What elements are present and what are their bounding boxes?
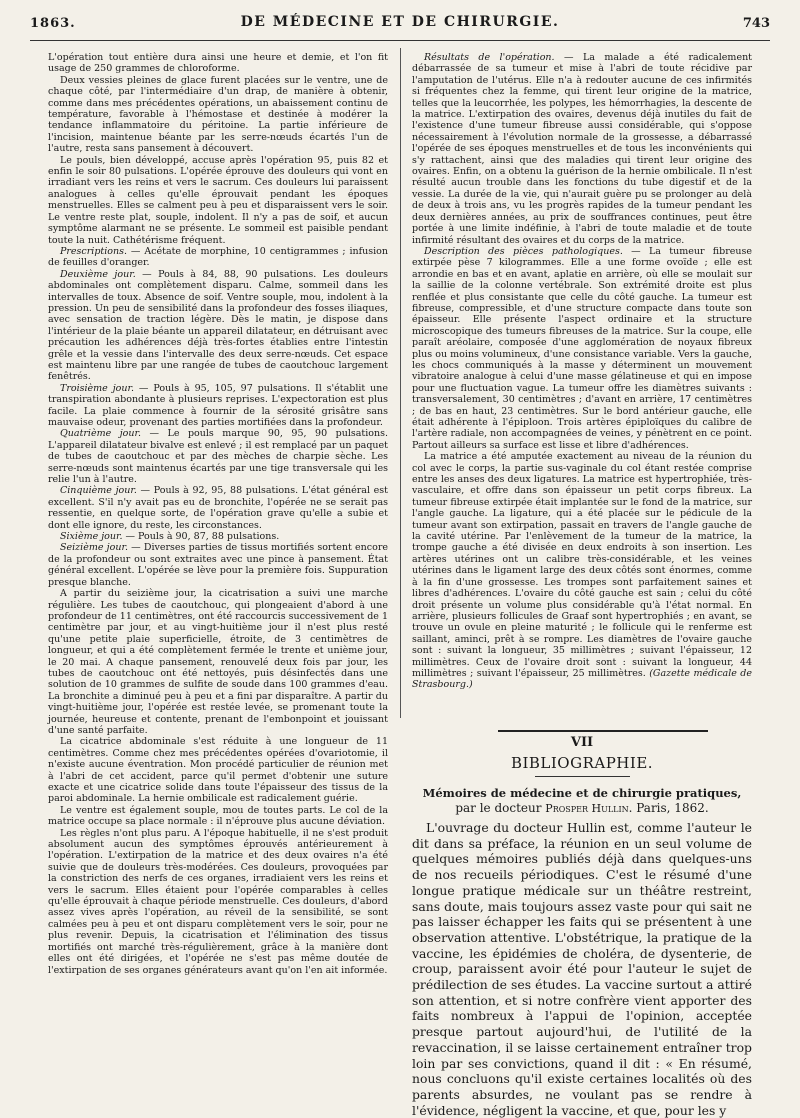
paragraph: Troisième jour. — Pouls à 95, 105, 97 pulsations. Il s'établit une transpiration abondante à plusieurs reprises. L'expectoration est plus facile. La plaie commence à fournir de la sérosité grisâtre sans mauvaise odeur, provenant des parties mortifiées dans la profondeur. bbox=[48, 382, 388, 428]
entry-label: Troisième jour. bbox=[60, 382, 135, 394]
left-column bbox=[48, 52, 388, 1072]
section-rule bbox=[498, 730, 708, 732]
review-text bbox=[412, 820, 752, 1118]
section-number: VII bbox=[570, 735, 594, 750]
right-column bbox=[412, 52, 752, 722]
paragraph: Description des pièces pathologiques. — La tumeur fibreuse extirpée pèse 7 kilogrammes. Elle a une forme ovoïde ; elle est arrondie en bas et en avant, aplatie en arrière, où elle se moulait sur la saillie de la colonne vertébrale. Son extrémité droite est plus renflée et plus consistante que celle du côté gauche. La tumeur est fibreuse, compressible, et d'une structure compacte dans toute son épaisseur. Elle présente l'aspect ordinaire et la structure microscopique des tumeurs fibreuses de la matrice. Sur la coupe, elle paraît aréolaire, composée d'une agglomération de noyaux fibreux plus ou moins volumineux, d'une consistance variable. Vers la gauche, les chocs communiqués à la masse y déterminent un mouvement vibratoire analogue à celui d'une masse gélatineuse et qui en impose pour une fluctuation vague. La tumeur offre les diamètres suivants : transversalement, 30 centimètres ; d'avant en arrière, 17 centimètres ; de bas en haut, 23 centimètres. Sur le bord antérieur gauche, elle était adhérente à l'épiploon. Trois artères épiploïques du calibre de l'artère radiale, non accompagnées de veines, y pénètrent en ce point. Partout ailleurs sa surface est lisse et libre d'adhérences. bbox=[412, 245, 752, 451]
paragraph: Cinquième jour. — Pouls à 92, 95, 88 pulsations. L'état général est excellent. S'il n'y avait pas eu de bronchite, l'opérée ne se serait pas ressentie, en quelque sorte, de l'opération grave qu'elle a subie et dont elle ignore, du reste, les circonstances. bbox=[48, 485, 388, 531]
entry-label: Description des pièces pathologiques. bbox=[424, 245, 623, 257]
paragraph: Sixième jour. — Pouls à 90, 87, 88 pulsations. bbox=[60, 531, 280, 543]
paragraph: Le pouls, bien développé, accuse après l'opération 95, puis 82 et enfin le soir 80 pulsations. L'opérée éprouve des douleurs qui vont en irradiant vers les reins et vers le sacrum. Ces douleurs lui paraissent analogues à celles qu'elle éprouvait pendant les époques menstruelles. Elles se calment peu à peu et disparaissent vers le soir. Le ventre reste plat, souple, indolent. Il n'y a pas de soif, et aucun symptôme alarmant ne se présente. Le sommeil est paisible pendant toute la nuit. Cathétérisme fréquent. bbox=[48, 154, 388, 246]
paragraph: Les règles n'ont plus paru. A l'époque habituelle, il ne s'est produit absolument aucun des symptômes éprouvés antérieurement à l'opération. L'extirpation de la matrice et des deux ovaires n'a été suivie que de douleurs très-modérées. Ces douleurs, provoquées par la constriction des nerfs de ces organes, irradiaient vers les reins et vers le sacrum. Elles étaient pour l'opérée comparables à celles qu'elle éprouvait à chaque période menstruelle. Ces douleurs, d'abord assez vives après l'opération, au réveil de la sensibilité, se sont calmées peu à peu et ont disparu complètement vers le soir, pour ne plus revenir. Depuis, la cicatrisation et l'élimination des tissus mortifiés ont marché très-régulièrement, grâce à la manière dont elles ont été dirigées, et l'opérée ne s'est pas même doutée de l'extirpation de ses organes générateurs avant qu'on l'en ait informée. bbox=[48, 827, 388, 976]
paragraph: Le ventre est également souple, mou de toutes parts. Le col de la matrice occupe sa place normale : il n'éprouve plus aucune déviation. bbox=[48, 804, 388, 828]
book-author: par le docteur Prosper Hullin. Paris, 1862. bbox=[455, 801, 709, 815]
entry-label: Résultats de l'opération. bbox=[424, 52, 555, 63]
author-name: Prosper Hullin bbox=[545, 802, 629, 815]
paragraph: Résultats de l'opération. — La malade a été radicalement débarrassée de sa tumeur et mise à l'abri de toute récidive par l'amputation de l'utérus. Elle n'a à redouter aucune de ces infirmités si fréquentes chez la femme, qui tirent leur origine de la matrice, telles que la leucorrhée, les polypes, les hémorrhagies, la descente de la matrice. L'extirpation des ovaires, devenus déjà inutiles du fait de l'existence d'une tumeur fibreuse aussi considérable, qui s'oppose nécessairement à l'évolution normale de la grossesse, a débarrassé l'opérée de ses époques menstruelles et de tous les inconvénients qui s'y rattachent, ainsi que des maladies qui tirent leur origine des ovaires. Enfin, on a obtenu la guérison de la hernie ombilicale. Il n'est résulté aucun trouble dans les fonctions du tube digestif et de la vessie. La durée de la vie, qui n'aurait guère pu se prolonger au delà de deux à trois ans, vu les progrès rapides de la tumeur pendant les deux dernières années, au prix de souffrances continues, peut être portée à une limite indéfinie, à l'abri de toute maladie et de toute infirmité résultant des ovaires et du corps de la matrice. bbox=[412, 52, 753, 246]
paragraph: L'opération tout entière dura ainsi une heure et demie, et l'on fit usage de 250 grammes de chloroforme. bbox=[48, 52, 388, 75]
book-title: Mémoires de médecine et de chirurgie pratiques, bbox=[422, 786, 742, 800]
entry-label: Cinquième jour. bbox=[60, 485, 137, 497]
entry-label: Prescriptions. bbox=[60, 245, 128, 257]
paragraph: La matrice a été amputée exactement au niveau de la réunion du col avec le corps, la partie sus-vaginale du col étant restée comprise entre les anses des deux ligatures. La matrice est hypertrophiée, très-vasculaire, et offre dans son épaisseur un petit corps fibreux. La tumeur fibreuse extirpée était implantée sur le fond de la matrice, sur l'angle gauche. La ligature, qui a été placée sur le pédicule de la tumeur avant son extirpation, passait en travers de l'angle gauche de la cavité utérine. Par l'enlèvement de la tumeur de la matrice, la trompe gauche a été divisée en deux endroits à son insertion. Les artères utérines ont un calibre très-considérable, et les veines utérines dans le ligament large des deux côtés sont énormes, comme à la fin d'une grossesse. Les trompes sont parfaitement saines et libres d'adhérences. L'ovaire du côté gauche est sain ; celui du côté droit présente un volume plus considérable qu'à l'état normal. En arrière, plusieurs follicules de Graaf sont hypertrophiés ; en avant, se trouve un ovule en pleine maturité ; le follicule qui le renferme est saillant, aminci, prêt à se rompre. Les diamètres de l'ovaire gauche sont : suivant la longueur, 35 millimètres ; suivant l'épaisseur, 12 millimètres. Ceux de l'ovaire droit sont : suivant la longueur, 44 millimètres ; suivant l'épaisseur, 25 millimètres. (Gazette médicale de Strasbourg.) bbox=[412, 451, 752, 691]
section-title: BIBLIOGRAPHIE. bbox=[510, 754, 654, 772]
source-citation: (Gazette médicale de Strasbourg.) bbox=[412, 667, 752, 691]
running-header bbox=[30, 10, 770, 41]
entry-label: Sixième jour. bbox=[60, 531, 123, 543]
title-underline bbox=[535, 776, 630, 777]
paragraph: Prescriptions. — Acétate de morphine, 10 centigrammes ; infusion de feuilles d'oranger. bbox=[48, 245, 388, 269]
column-divider bbox=[400, 48, 401, 718]
paragraph: Quatrième jour. — Le pouls marque 90, 95, 90 pulsations. L'appareil dilatateur bivalve est enlevé ; il est remplacé par un paquet de tubes de caoutchouc et par des mèches de charpie sèche. Les serre-nœuds sont maintenus écartés par une tige transversale qui les relie l'un à l'autre. bbox=[48, 428, 388, 486]
entry-label: Seizième jour. bbox=[60, 542, 128, 554]
paragraph: A partir du seizième jour, la cicatrisation a suivi une marche régulière. Les tubes de caoutchouc, qui plongeaient d'abord à une profondeur de 11 centimètres, ont été raccourcis successivement de 1 centimètre par jour, et au vingt-huitième jour il n'est plus resté qu'une petite plaie superficielle, étroite, de 3 centimètres de longueur, et qui a été complètement fermée le trente et unième jour, le 20 mai. A chaque pansement, renouvelé deux fois par jour, les tubes de caoutchouc ont été nettoyés, puis désinfectés dans une solution de 10 grammes de sulfite de soude dans 100 grammes d'eau. La bronchite a diminué peu à peu et a fini par disparaître. A partir du vingt-huitième jour, l'opérée est restée levée, se promenant toute la journée, heureuse et contente, prenant de l'embonpoint et jouissant d'une santé parfaite. bbox=[48, 588, 388, 736]
header-year: 1863. bbox=[30, 16, 76, 31]
header-journal-title: DE MÉDECINE ET DE CHIRURGIE. bbox=[240, 14, 560, 30]
entry-label: Deuxième jour. bbox=[60, 268, 136, 280]
paragraph: Deuxième jour. — Pouls à 84, 88, 90 pulsations. Les douleurs abdominales ont complètement disparu. Calme, sommeil dans les intervalles de toux. Absence de soif. Ventre souple, mou, indolent à la pression. Un peu de sensibilité dans la profondeur des fosses iliaques, avec sensation de traction légère. Dès le matin, je dispose dans l'intérieur de la plaie béante un appareil dilatateur, en détruisant avec précaution les adhérences déjà très-fortes établies entre l'intestin grêle et la vessie dans l'intervalle des deux serre-nœuds. Cet espace est maintenu libre par une rangée de tubes de caoutchouc largement fenêtrés. bbox=[48, 268, 388, 383]
paragraph: L'ouvrage du docteur Hullin est, comme l'auteur le dit dans sa préface, la réunion en un seul volume de quelques mémoires publiés déjà dans quelques-uns de nos recueils périodiques. C'est le résumé d'une longue pratique médicale sur un théâtre restreint, sans doute, mais toujours assez vaste pour qui sait ne pas laisser échapper les faits qui se présentent à une observation attentive. L'obstétrique, la pratique de la vaccine, les épidémies de choléra, de dysenterie, de croup, paraissent avoir été pour l'auteur le sujet de prédilection de ses études. La vaccine surtout a attiré son attention, et si notre confrère vient apporter des faits nombreux à l'appui de l'opinion, acceptée presque partout aujourd'hui, de l'utilité de la revaccination, il se laisse certainement entraîner trop loin par ses convictions, quand il dit : « En résumé, nous concluons qu'il existe certaines localités où des parents absurdes, ne voulant pas se rendre à l'évidence, négligent la vaccine, et que, pour les y bbox=[412, 820, 752, 1118]
paragraph: Seizième jour. — Diverses parties de tissus mortifiés sortent encore de la profondeur ou sont extraites avec une pince à pansement. État général excellent. L'opérée se lève pour la première fois. Suppuration presque blanche. bbox=[48, 542, 388, 588]
paragraph: La cicatrice abdominale s'est réduite à une longueur de 11 centimètres. Comme chez mes précédentes opérées d'ovariotomie, il n'existe aucune éventration. Mon procédé particulier de réunion met à l'abri de cet accident, parce qu'il permet d'obtenir une suture exacte et une cicatrice solide dans toute l'épaisseur des tissus de la paroi abdominale. La hernie ombilicale est radicalement guérie. bbox=[48, 736, 388, 805]
entry-label: Quatrième jour. bbox=[60, 428, 142, 440]
paragraph: Deux vessies pleines de glace furent placées sur le ventre, une de chaque côté, par l'intermédiaire d'un drap, de manière à obtenir, comme dans mes précédentes opérations, un abaissement continu de température, favorable à l'hémostase et destinée à modérer la tendance inflammatoire du péritoine. La partie inférieure de l'incision, maintenue béante par les serre-nœuds écartés l'un de l'autre, resta sans pansement à découvert. bbox=[48, 74, 388, 155]
page-number: 743 bbox=[742, 16, 770, 31]
